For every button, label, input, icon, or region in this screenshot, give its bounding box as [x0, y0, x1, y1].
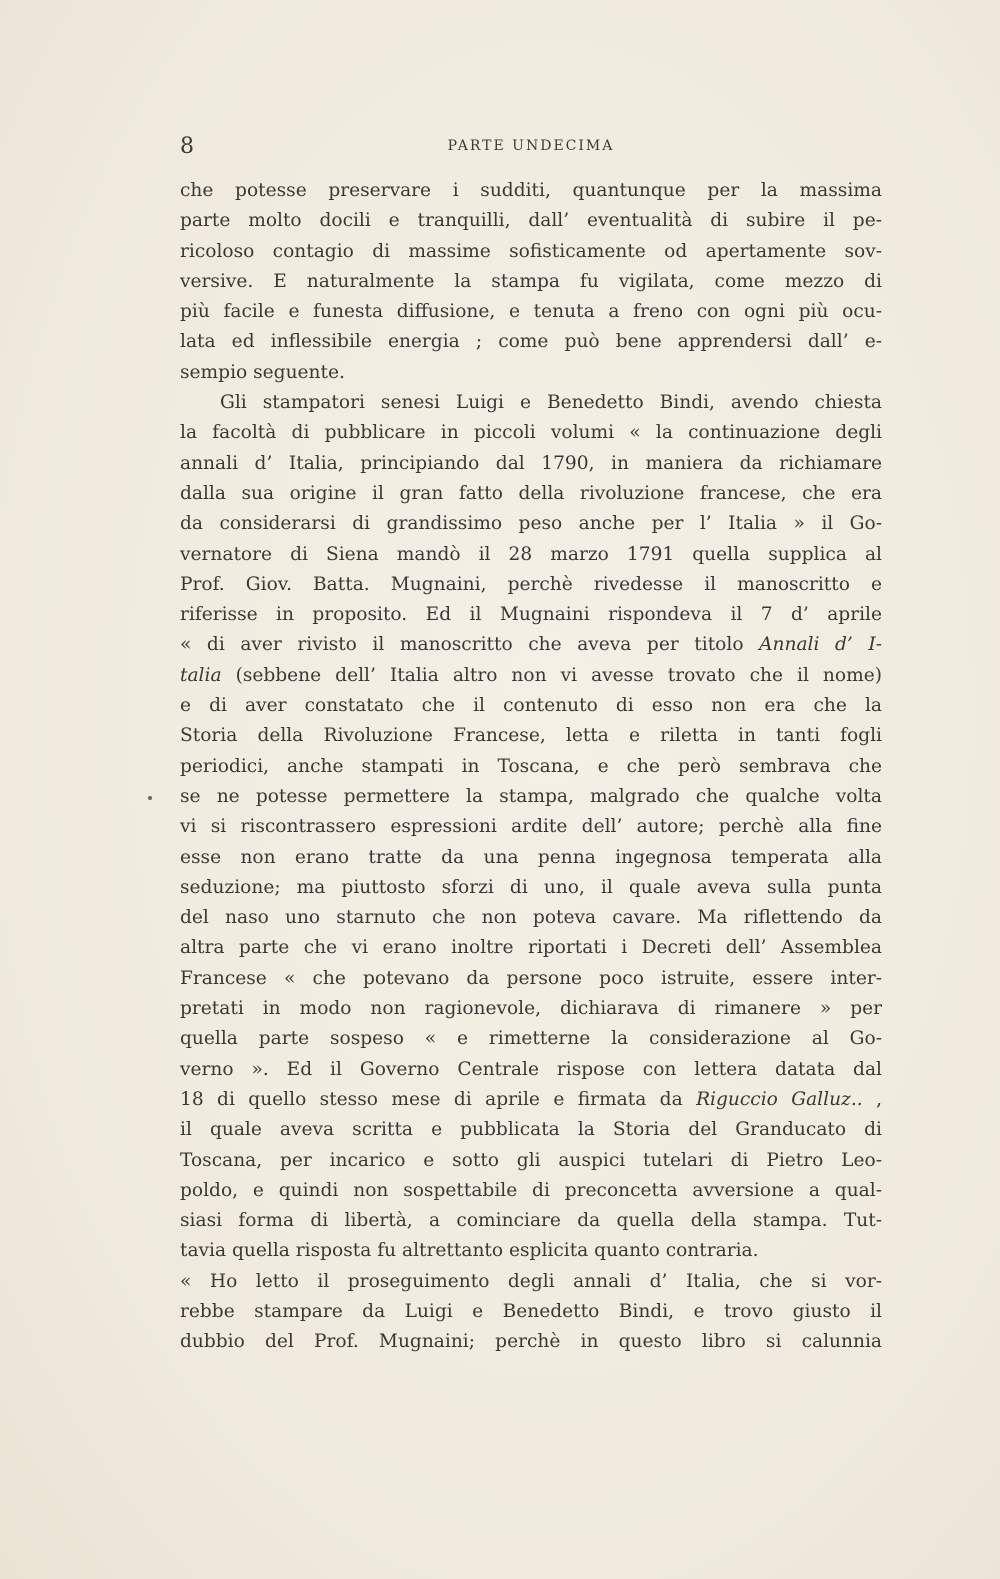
text-line: pretati in modo non ragionevole, dichiarava di rimanere » per — [180, 998, 882, 1020]
text-line: del naso uno starnuto che non poteva cavare. Ma riflettendo da — [180, 907, 882, 929]
text-line: vernatore di Siena mandò il 28 marzo 1791 quella supplica al — [180, 543, 882, 565]
text-line: « Ho letto il proseguimento degli annali d’ Italia, che si vor- — [180, 1270, 882, 1292]
text-line: periodici, anche stampati in Toscana, e che però sembrava che — [180, 755, 882, 777]
text-line: riferisse in proposito. Ed il Mugnaini rispondeva il 7 d’ aprile — [180, 604, 882, 626]
text-line: da considerarsi di grandissimo peso anche per l’ Italia » il Go- — [180, 513, 882, 535]
text-line: vi si riscontrassero espressioni ardite dell’ autore; perchè alla fine — [180, 816, 882, 838]
text-line: dubbio del Prof. Mugnaini; perchè in questo libro si calunnia — [180, 1331, 882, 1353]
text-line: Gli stampatori senesi Luigi e Benedetto Bindi, avendo chiesta — [220, 392, 882, 414]
text-line — [180, 661, 882, 691]
text-line: lata ed inflessibile energia ; come può bene apprendersi dall’ e- — [180, 331, 882, 353]
text-segment: (sebbene dell’ Italia altro non vi avesse trovato che il nome) — [221, 664, 882, 686]
text-segment: « di aver rivisto il manoscritto che aveva per titolo — [180, 634, 760, 656]
italic-title: Riguccio Galluz.. — [696, 1088, 863, 1110]
text-line: la facoltà di pubblicare in piccoli volumi « la continuazione degli — [180, 422, 882, 444]
text-segment: , — [862, 1088, 882, 1110]
text-line: Toscana, per incarico e sotto gli auspici tutelari di Pietro Leo- — [180, 1149, 882, 1171]
text-line: versive. E naturalmente la stampa fu vigilata, come mezzo di — [180, 270, 882, 292]
text-line: siasi forma di libertà, a cominciare da quella della stampa. Tut- — [180, 1210, 882, 1232]
text-line: dalla sua origine il gran fatto della rivoluzione francese, che era — [180, 482, 882, 504]
text-line: Francese « che potevano da persone poco istruite, essere inter- — [180, 967, 882, 989]
text-line: che potesse preservare i sudditi, quantunque per la massima — [180, 180, 882, 201]
margin-mark — [148, 796, 152, 800]
text-line: esse non erano tratte da una penna ingegnosa temperata alla — [180, 846, 882, 868]
text-line: più facile e funesta diffusione, e tenuta a freno con ogni più ocu- — [180, 301, 882, 323]
text-line: rebbe stampare da Luigi e Benedetto Bindi, e trovo giusto il — [180, 1300, 882, 1322]
text-line: poldo, e quindi non sospettabile di preconcetta avversione a qual- — [180, 1179, 882, 1201]
text-line: altra parte che vi erano inoltre riportati i Decreti dell’ Assemblea — [180, 937, 882, 959]
text-line: il quale aveva scritta e pubblicata la Storia del Granducato di — [180, 1119, 882, 1141]
text-line: seduzione; ma piuttosto sforzi di uno, il quale aveva sulla punta — [180, 876, 882, 898]
text-line: quella parte sospeso « e rimetterne la considerazione al Go- — [180, 1028, 882, 1050]
text-line: parte molto docili e tranquilli, dall’ eventualità di subire il pe- — [180, 210, 882, 232]
text-line: sempio seguente. — [180, 361, 345, 383]
text-line: verno ». Ed il Governo Centrale rispose con lettera datata dal — [180, 1058, 882, 1080]
text-line: e di aver constatato che il contenuto di esso non era che la — [180, 695, 882, 717]
page-number: 8 — [180, 134, 194, 159]
text-line: se ne potesse permettere la stampa, malgrado che qualche volta — [180, 785, 882, 807]
text-line: ricoloso contagio di massime sofisticamente od apertamente sov- — [180, 240, 882, 262]
text-line: annali d’ Italia, principiando dal 1790, in maniera da richiamare — [180, 452, 882, 474]
text-line: tavia quella risposta fu altrettanto esplicita quanto contraria. — [180, 1240, 759, 1262]
text-line: Storia della Rivoluzione Francese, letta e riletta in tanti fogli — [180, 725, 882, 747]
body-text — [180, 176, 882, 1358]
italic-title: Annali d’ I- — [759, 634, 882, 656]
running-title: PARTE UNDECIMA — [447, 138, 615, 154]
text-line — [180, 630, 882, 660]
text-segment: 18 di quello stesso mese di aprile e firmata da — [180, 1088, 697, 1110]
text-line — [180, 1085, 882, 1115]
page-header — [180, 134, 882, 164]
italic-title: talia — [180, 664, 222, 686]
text-line: Prof. Giov. Batta. Mugnaini, perchè rivedesse il manoscritto e — [180, 573, 882, 595]
